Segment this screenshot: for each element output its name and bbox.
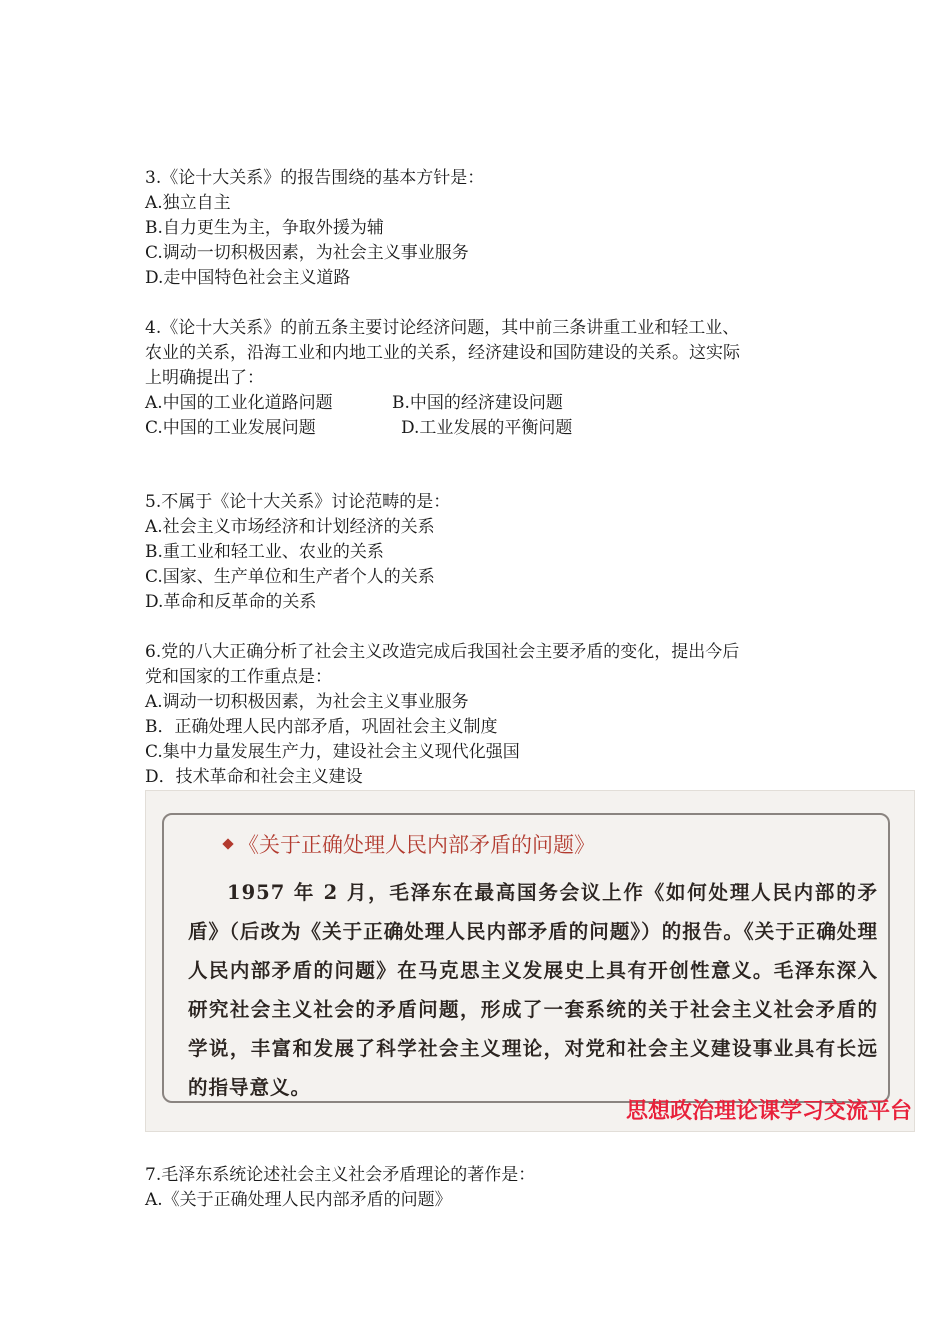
option-d: D．技术革命和社会主义建设 (145, 767, 363, 787)
option-c: C.国家、生产单位和生产者个人的关系 (145, 567, 435, 587)
question-stem-line-1: 6.党的八大正确分析了社会主义改造完成后我国社会主要矛盾的变化，提出今后 (145, 642, 740, 662)
excerpt-paragraph: 1957 年 2 月，毛泽东在最高国务会议上作《如何处理人民内部的矛盾》（后改为《关于正确处理人民内部矛盾的问题》）的报告。《关于正确处理人民内部矛盾的问题》在马克思主义发展史上具有开创性意义。毛泽东深入研究社会主义社会的矛盾问题，形成了一套系统的关于社会主义社会矛盾的学说，丰富和发展了科学社会主义理论，对党和社会主义建设事业具有长远的指导意义。 (188, 881, 878, 1099)
option-c: C.集中力量发展生产力，建设社会主义现代化强国 (145, 742, 520, 762)
watermark: 思想政治理论课学习交流平台 (625, 1099, 912, 1124)
question-stem-line-2: 党和国家的工作重点是： (145, 667, 332, 687)
question-stem-line-3: 上明确提出了： (145, 368, 264, 388)
option-d: D.走中国特色社会主义道路 (145, 268, 351, 288)
excerpt-title: 《关于正确处理人民内部矛盾的问题》 (224, 829, 595, 859)
excerpt-frame (162, 813, 890, 1103)
question-stem: 5.不属于《论十大关系》讨论范畴的是： (145, 492, 451, 512)
option-a: A.中国的工业化道路问题 (145, 393, 333, 413)
option-a: A.社会主义市场经济和计划经济的关系 (145, 517, 435, 537)
option-c: C.中国的工业发展问题 (145, 418, 316, 438)
option-a: A.《关于正确处理人民内部矛盾的问题》 (145, 1190, 452, 1210)
question-stem: 7.毛泽东系统论述社会主义社会矛盾理论的著作是： (145, 1165, 536, 1185)
question-stem: 3.《论十大关系》的报告围绕的基本方针是： (145, 168, 485, 188)
option-b: B.自力更生为主，争取外援为辅 (145, 218, 384, 238)
question-stem-line-2: 农业的关系，沿海工业和内地工业的关系，经济建设和国防建设的关系。这实际 (145, 343, 740, 363)
option-b: B．正确处理人民内部矛盾，巩固社会主义制度 (145, 717, 498, 737)
option-a: A.独立自主 (145, 193, 231, 213)
question-stem-line-1: 4.《论十大关系》的前五条主要讨论经济问题，其中前三条讲重工业和轻工业、 (145, 318, 740, 338)
option-d: D.革命和反革命的关系 (145, 592, 317, 612)
option-a: A.调动一切积极因素，为社会主义事业服务 (145, 692, 469, 712)
textbook-excerpt-image (145, 790, 915, 1132)
option-b: B.重工业和轻工业、农业的关系 (145, 542, 384, 562)
option-c: C.调动一切积极因素，为社会主义事业服务 (145, 243, 469, 263)
diamond-bullet-icon (222, 838, 233, 849)
option-b: B.中国的经济建设问题 (392, 393, 563, 413)
option-d: D.工业发展的平衡问题 (401, 418, 573, 438)
